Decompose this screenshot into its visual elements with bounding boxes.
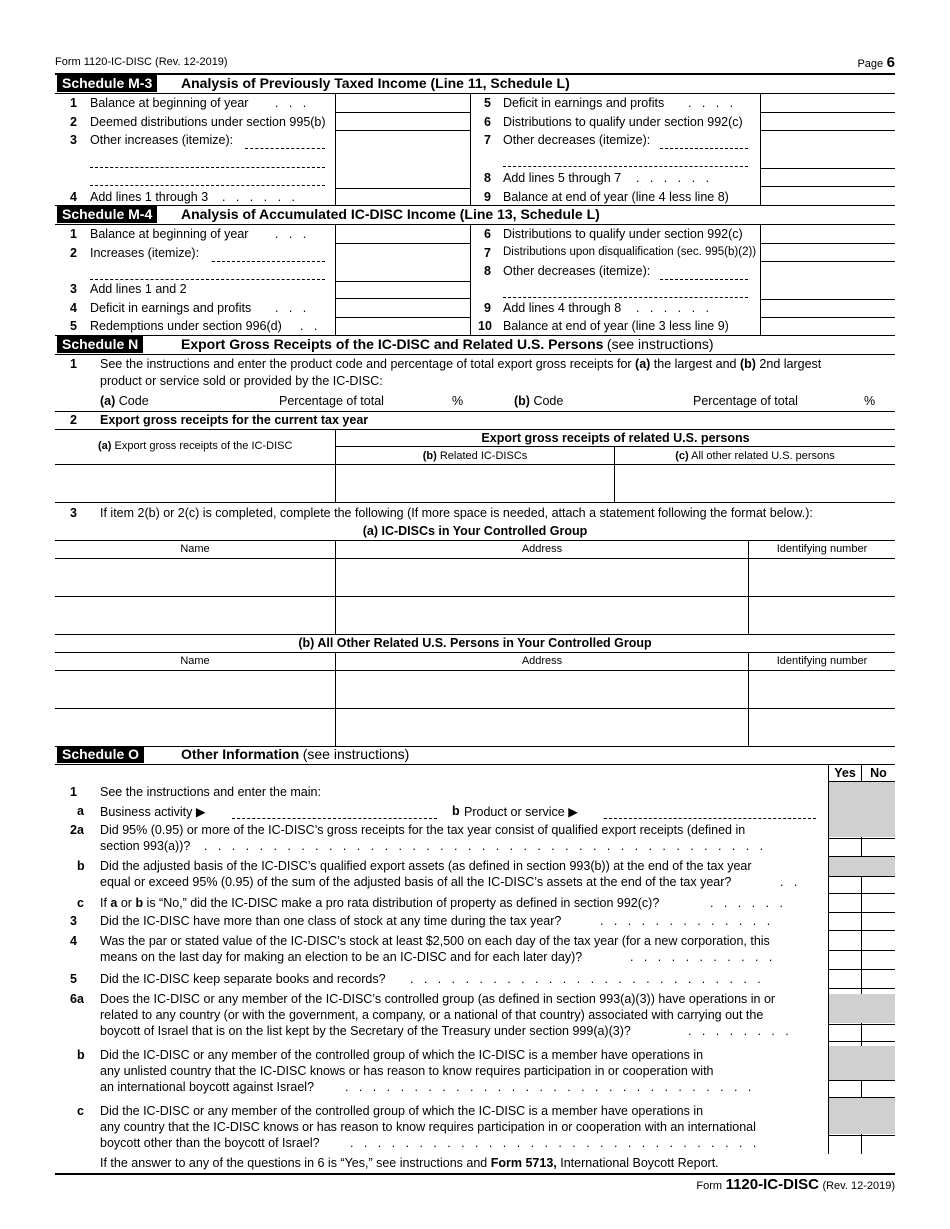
product-a-pct-label: Percentage of total <box>279 394 384 408</box>
m4-line9-label: Add lines 4 through 8 <box>503 301 622 315</box>
boycott-note: If the answer to any of the questions in 6 is “Yes,” see instructions and Form 5713, International Boycott Report. <box>100 1156 719 1170</box>
q6c-no[interactable] <box>862 1136 895 1153</box>
product-b-code-label: (b) Code <box>514 394 564 408</box>
m4-line6-input[interactable] <box>761 225 894 242</box>
q5-yes[interactable] <box>829 970 861 987</box>
m3-line5-label: Deficit in earnings and profits <box>503 96 665 110</box>
schedule-n-tag: Schedule N <box>57 336 143 353</box>
m3-line6-input[interactable] <box>761 113 894 129</box>
no-header: No <box>870 766 887 780</box>
q4-no[interactable] <box>862 951 895 968</box>
col-a-header: (a) Export gross receipts of the IC-DISC <box>98 440 293 452</box>
m3-line9-label: Balance at end of year (line 4 less line 8) <box>503 190 729 204</box>
m3-line4-label: Add lines 1 through 3 <box>90 190 209 204</box>
m3-line8-label: Add lines 5 through 7 <box>503 171 622 185</box>
schedule-m3-title: Analysis of Previously Taxed Income (Line 11, Schedule L) <box>181 75 570 91</box>
m3-line6-label: Distributions to qualify under section 992(c) <box>503 115 743 129</box>
m3-line9-input[interactable] <box>761 187 894 204</box>
m4-line6-label: Distributions to qualify under section 992(c) <box>503 227 743 241</box>
schedule-m4-tag: Schedule M-4 <box>57 206 157 223</box>
m3-line2-input[interactable] <box>336 113 469 129</box>
m3-line3-label: Other increases (itemize): <box>90 133 234 147</box>
group-b-row2-id[interactable] <box>749 709 894 745</box>
group-a-row1-id[interactable] <box>749 559 894 595</box>
m4-line10-label: Balance at end of year (line 3 less line 9) <box>503 319 729 333</box>
m4-line4-label: Deficit in earnings and profits <box>90 301 252 315</box>
m4-line8-input[interactable] <box>761 262 894 298</box>
q6b-no[interactable] <box>862 1081 895 1096</box>
m4-line10-input[interactable] <box>761 318 894 334</box>
business-activity-input[interactable] <box>232 802 437 817</box>
m4-line5-input[interactable] <box>336 318 469 334</box>
q2a-yes[interactable] <box>829 839 861 855</box>
m4-line3-input[interactable] <box>336 282 469 297</box>
product-b-pct-label: Percentage of total <box>693 394 798 408</box>
m3-line4-input[interactable] <box>336 189 469 204</box>
group-b-row1-address[interactable] <box>336 671 747 707</box>
group-b-row2-address[interactable] <box>336 709 747 745</box>
q2c-text: If a or b is “No,” did the IC-DISC make a pro rata distribution of property as defined in section 992(c)? <box>100 896 660 910</box>
m4-line5-label: Redemptions under section 996(d) <box>90 319 282 333</box>
m4-line2-input[interactable] <box>336 244 469 280</box>
m4-line8-label: Other decreases (itemize): <box>503 264 651 278</box>
export-receipts-a-input[interactable] <box>56 465 334 501</box>
schedule-n-line3-text: If item 2(b) or 2(c) is completed, complete the following (If more space is needed, attach a statement following the format below.): <box>100 506 813 520</box>
group-b-row1-name[interactable] <box>56 671 334 707</box>
schedule-n-line2-title: Export gross receipts for the current tax year <box>100 413 369 427</box>
q3-no[interactable] <box>862 913 895 929</box>
col-c-header: (c) All other related U.S. persons <box>675 450 835 462</box>
m3-line3-input[interactable] <box>336 131 469 187</box>
schedule-o-title: Other Information (see instructions) <box>181 746 410 762</box>
footer-form-name: Form 1120-IC-DISC (Rev. 12-2019) <box>696 1176 895 1193</box>
export-receipts-b-input[interactable] <box>336 465 613 501</box>
m4-line1-input[interactable] <box>336 225 469 242</box>
q2b-no[interactable] <box>862 877 895 892</box>
group-a-row1-name[interactable] <box>56 559 334 595</box>
schedule-n-line1-text: See the instructions and enter the product code and percentage of total export gross receipts for (a) the largest and (b) 2nd largest <box>100 357 822 371</box>
q3-yes[interactable] <box>829 913 861 929</box>
group-a-row1-address[interactable] <box>336 559 747 595</box>
schedule-o-tag: Schedule O <box>57 746 144 763</box>
m3-line1-input[interactable] <box>336 94 469 111</box>
q6b-yes[interactable] <box>829 1081 861 1096</box>
group-b-title: (b) All Other Related U.S. Persons in Your Controlled Group <box>298 636 652 650</box>
group-b-row1-id[interactable] <box>749 671 894 707</box>
m3-line5-input[interactable] <box>761 94 894 111</box>
m4-line3-label: Add lines 1 and 2 <box>90 282 187 296</box>
q2c-no[interactable] <box>862 894 895 911</box>
product-service-input[interactable] <box>604 802 816 817</box>
export-receipts-c-input[interactable] <box>615 465 894 501</box>
schedule-n-title: Export Gross Receipts of the IC-DISC and Related U.S. Persons (see instructions) <box>181 336 714 352</box>
m3-line8-input[interactable] <box>761 169 894 185</box>
m4-line7-label: Distributions upon disqualification (sec. 995(b)(2)) <box>503 246 757 258</box>
q6c-yes[interactable] <box>829 1136 861 1153</box>
q6a-no[interactable] <box>862 1025 895 1040</box>
q2b-yes[interactable] <box>829 877 861 892</box>
q5-no[interactable] <box>862 970 895 987</box>
group-a-row2-id[interactable] <box>749 597 894 633</box>
related-header: Export gross receipts of related U.S. persons <box>481 431 750 445</box>
m3-line7-label: Other decreases (itemize): <box>503 133 651 147</box>
m4-line2-label: Increases (itemize): <box>90 246 200 260</box>
group-a-row2-name[interactable] <box>56 597 334 633</box>
m3-line7-input[interactable] <box>761 131 894 167</box>
group-a-row2-address[interactable] <box>336 597 747 633</box>
group-a-title: (a) IC-DISCs in Your Controlled Group <box>362 524 588 538</box>
q4-yes[interactable] <box>829 951 861 968</box>
q2c-yes[interactable] <box>829 894 861 911</box>
group-b-row2-name[interactable] <box>56 709 334 745</box>
q2a-no[interactable] <box>862 839 895 855</box>
schedule-m3-tag: Schedule M-3 <box>57 75 157 92</box>
product-a-code-label: (a) Code <box>100 394 149 408</box>
page-number: Page 6 <box>857 54 895 71</box>
m3-line1-label: Balance at beginning of year <box>90 96 249 110</box>
schedule-m4-title: Analysis of Accumulated IC-DISC Income (Line 13, Schedule L) <box>181 206 600 222</box>
m4-line1-label: Balance at beginning of year <box>90 227 249 241</box>
q6a-yes[interactable] <box>829 1025 861 1040</box>
m4-line9-input[interactable] <box>761 300 894 316</box>
col-b-header: (b) Related IC-DISCs <box>422 450 528 462</box>
m3-line2-label: Deemed distributions under section 995(b) <box>90 115 326 129</box>
form-reference: Form 1120-IC-DISC (Rev. 12-2019) <box>55 56 228 68</box>
m4-line4-input[interactable] <box>336 299 469 316</box>
yes-header: Yes <box>834 766 856 780</box>
m4-line7-input[interactable] <box>761 244 894 260</box>
